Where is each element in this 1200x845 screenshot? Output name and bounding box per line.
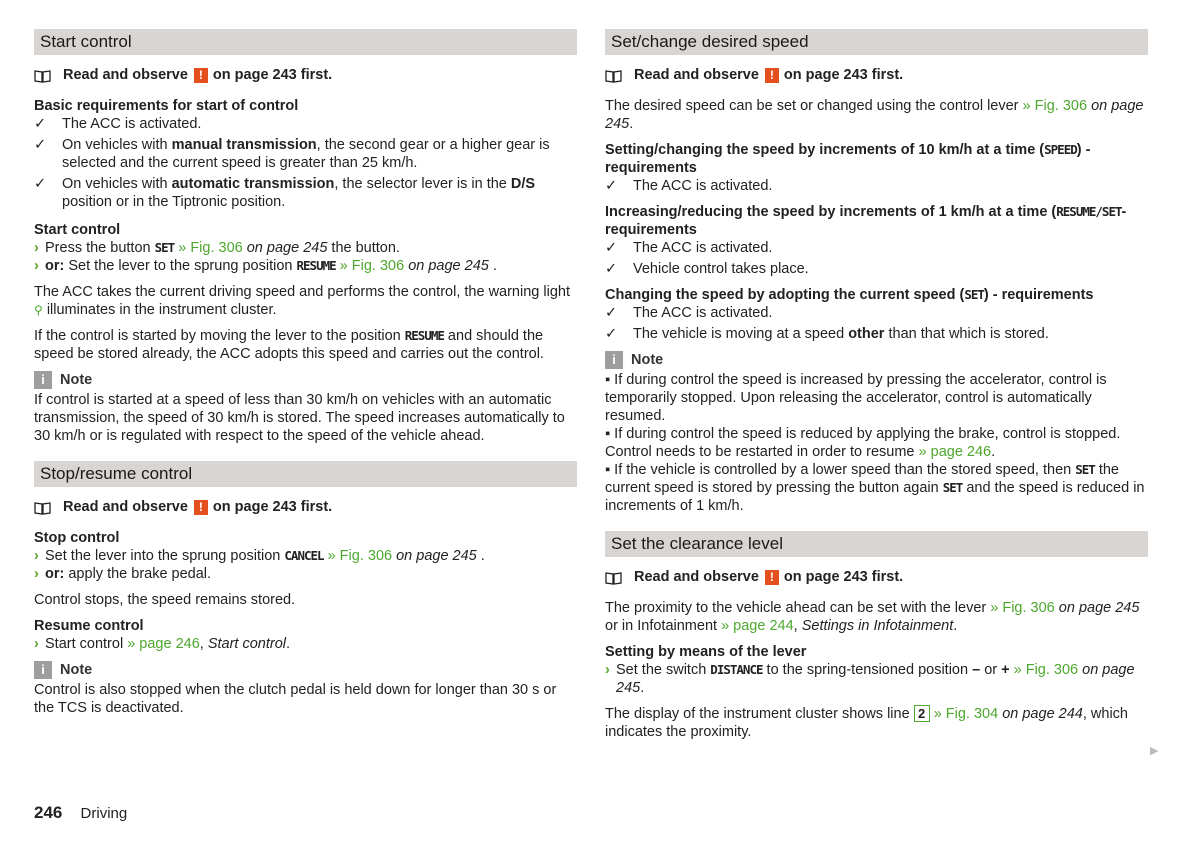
text-part: If the control is started by moving the lever to the position (34, 328, 405, 344)
text-part: Start control (45, 636, 128, 652)
checkmark-icon: ✓ (605, 305, 618, 321)
read-observe-text: Read and observe (63, 499, 188, 515)
continue-arrow-icon: ▶ (1150, 745, 1159, 757)
paragraph (34, 283, 577, 319)
instruction-step (34, 635, 577, 653)
section-ref: Start control (207, 636, 287, 652)
checkmark-icon: ✓ (34, 137, 47, 153)
requirement-item (605, 177, 1148, 195)
read-observe-line (605, 567, 1148, 587)
checkmark-icon: ✓ (605, 240, 618, 256)
text-part: . (286, 636, 291, 652)
page-footer (34, 804, 127, 823)
note-heading (34, 371, 577, 389)
text-part: Setting/changing the speed by increments of 10 km/h at a time ( (605, 142, 1045, 158)
info-icon: i (605, 351, 623, 369)
text-part: The proximity to the vehicle ahead can be set with the lever (605, 600, 991, 616)
button-label-distance: DISTANCE (710, 662, 763, 677)
right-column (605, 29, 1148, 749)
book-icon (34, 501, 50, 514)
text-emphasis: other (848, 326, 885, 342)
start-control-heading: Start control (34, 222, 121, 238)
note-label: Note (60, 662, 93, 678)
info-icon: i (34, 371, 52, 389)
requirement-text (633, 325, 1049, 343)
text-part: and the speed is reduced in increments of 1 km/h. (605, 480, 1145, 514)
section-title-set-change-speed: Set/change desired speed (605, 29, 1148, 55)
note-text: Control is also stopped when the clutch pedal is held down for longer than 30 s or the TCS is deactivated. (34, 682, 557, 716)
read-observe-page: on page 243 first. (783, 569, 904, 585)
step-text (616, 661, 1148, 697)
read-observe-page: on page 243 first. (783, 67, 904, 83)
text-part: . (991, 444, 996, 460)
note-text: If control is started at a speed of less than 30 km/h on vehicles with an automatic transmission, the speed of 30 km/h is stored. The speed increases automatically to 30 km/h or is regulated with respect to the speed of the vehicle ahead. (34, 392, 565, 444)
text-part: The vehicle is moving at a speed (633, 326, 849, 342)
basic-requirements-heading: Basic requirements for start of control (34, 98, 299, 114)
page-ref: on page 245 (242, 240, 328, 256)
page-ref: on page 245 (616, 662, 1135, 696)
instruction-step (34, 239, 577, 257)
button-label-resume: RESUME (404, 328, 444, 343)
step-arrow-icon: › (34, 240, 39, 256)
requirement-text: The ACC is activated. (633, 240, 773, 256)
stop-control-heading: Stop control (34, 530, 120, 546)
figure-link[interactable]: » Fig. 306 (323, 548, 393, 564)
page-link[interactable]: » page 246 (127, 636, 200, 652)
book-icon (34, 69, 50, 82)
button-label-resume-set: RESUME/SET (1056, 204, 1122, 219)
figure-link[interactable]: » Fig. 304 (929, 706, 999, 722)
paragraph (34, 327, 577, 363)
requirement-item (605, 325, 1148, 343)
note-label: Note (60, 372, 93, 388)
book-icon (605, 69, 621, 82)
requirements-heading (605, 286, 1148, 304)
text-part: ▪ If during control the speed is reduced by applying the brake, control is stopped. Control needs to be restarted in order to resume (605, 426, 1121, 460)
button-label-set: SET (942, 480, 963, 495)
requirement-text: The ACC is activated. (62, 116, 202, 132)
note-text (605, 425, 1148, 461)
instruction-step (605, 661, 1148, 697)
cruise-control-light-icon: ⚲ (34, 303, 43, 317)
text-part: . (953, 618, 958, 634)
text-part: Set the switch (616, 662, 711, 678)
warning-icon: ! (194, 68, 208, 83)
text-part: illuminates in the instrument cluster. (42, 302, 277, 318)
read-observe-page: on page 243 first. (212, 67, 333, 83)
step-text (45, 635, 290, 653)
text-part: . (488, 258, 497, 274)
button-label-set: SET (1075, 462, 1095, 477)
warning-icon: ! (194, 500, 208, 515)
text-part: ) - requirements (605, 142, 1091, 176)
note-label: Note (631, 352, 664, 368)
display-line-number: 2 (914, 705, 930, 722)
text-part: apply the brake pedal. (64, 566, 212, 582)
section-title-start-control: Start control (34, 29, 577, 55)
or-label: or: (45, 258, 65, 274)
figure-link[interactable]: » Fig. 306 (990, 600, 1055, 616)
text-part: or in Infotainment (605, 618, 722, 634)
requirement-text: The ACC is activated. (633, 305, 773, 321)
requirement-text (62, 175, 577, 211)
requirement-text: Vehicle control takes place. (633, 261, 809, 277)
requirement-text (62, 136, 577, 172)
text-part: the current speed is stored by pressing the button again (605, 462, 1119, 496)
text-part: The display of the instrument cluster shows line (605, 706, 914, 722)
section-ref: Settings in Infotainment (801, 618, 954, 634)
text-part: to the spring-tensioned position (762, 662, 973, 678)
paragraph (605, 705, 1148, 741)
instruction-step (34, 257, 577, 275)
note-text (605, 461, 1148, 515)
page-ref: on page 245 (392, 548, 477, 564)
note-heading (605, 351, 1148, 369)
text-part: . (476, 548, 485, 564)
checkmark-icon: ✓ (34, 116, 47, 132)
step-arrow-icon: › (34, 258, 39, 274)
text-part: ) - requirements (983, 287, 1094, 303)
button-label-speed: SPEED (1044, 142, 1077, 157)
requirement-item (34, 115, 577, 133)
figure-link[interactable]: » Fig. 306 (1022, 98, 1088, 114)
warning-icon: ! (765, 68, 779, 83)
text-part: The desired speed can be set or changed using the control lever (605, 98, 1023, 114)
page-number: 246 (34, 803, 63, 822)
text-part: position or in the Tiptronic position. (62, 194, 286, 210)
requirement-item (605, 239, 1148, 257)
step-arrow-icon: › (605, 662, 610, 678)
text-part: Increasing/reducing the speed by increments of 1 km/h at a time ( (605, 204, 1057, 220)
text-part: than that which is stored. (884, 326, 1049, 342)
read-observe-text: Read and observe (634, 569, 759, 585)
step-text (45, 239, 400, 257)
text-emphasis: D/S (510, 176, 536, 192)
text-part: ▪ If the vehicle is controlled by a lower speed than the stored speed, then (605, 462, 1076, 478)
read-observe-line (605, 65, 1148, 85)
text-emphasis: manual transmission (171, 137, 317, 153)
text-part: On vehicles with (62, 176, 172, 192)
step-text (45, 547, 485, 565)
figure-link[interactable]: » Fig. 306 (1009, 662, 1079, 678)
paragraph (605, 599, 1148, 635)
step-arrow-icon: › (34, 548, 39, 564)
text-part: , which indicates the proximity. (605, 706, 1128, 740)
text-emphasis: automatic transmission (171, 176, 335, 192)
left-column (34, 29, 577, 725)
page-ref: on page 245 (605, 98, 1144, 132)
requirement-item (605, 304, 1148, 322)
checkmark-icon: ✓ (605, 178, 618, 194)
text-part: Press the button (45, 240, 155, 256)
requirements-heading (605, 203, 1148, 239)
note-heading (34, 661, 577, 679)
figure-link[interactable]: » Fig. 306 (335, 258, 405, 274)
figure-link[interactable]: » Fig. 306 (174, 240, 243, 256)
read-observe-line (34, 497, 577, 517)
lever-heading: Setting by means of the lever (605, 644, 807, 660)
text-part: On vehicles with (62, 137, 172, 153)
text-part: , (199, 636, 208, 652)
plus-symbol: + (1001, 662, 1010, 678)
section-title-stop-resume: Stop/resume control (34, 461, 577, 487)
step-text (45, 257, 497, 275)
button-label-set: SET (154, 240, 175, 255)
text-part: , the second gear or a higher gear is selected and the current speed is greater than 25 km/h. (62, 137, 550, 171)
text-part: or (980, 662, 1002, 678)
book-icon (605, 571, 621, 584)
instruction-step (34, 547, 577, 565)
requirement-item (34, 136, 577, 172)
footer-section: Driving (80, 805, 128, 822)
requirement-item (34, 175, 577, 211)
text-part: and should the speed be stored already, the ACC adopts this speed and carries out the control. (34, 328, 544, 362)
read-observe-page: on page 243 first. (212, 499, 333, 515)
step-arrow-icon: › (34, 566, 39, 582)
read-observe-line (34, 65, 577, 85)
text-part: The ACC takes the current driving speed and performs the control, the warning light (34, 284, 570, 300)
text-part: - requirements (605, 204, 1127, 238)
resume-control-heading: Resume control (34, 618, 144, 634)
requirements-heading (605, 141, 1148, 177)
page-link[interactable]: » page 246 (918, 444, 992, 460)
text-part: Changing the speed by adopting the current speed ( (605, 287, 965, 303)
checkmark-icon: ✓ (34, 176, 47, 192)
page-ref: on page 245 (1054, 600, 1140, 616)
read-observe-text: Read and observe (634, 67, 759, 83)
read-observe-text: Read and observe (63, 67, 188, 83)
page-link[interactable]: » page 244 (721, 618, 794, 634)
section-title-clearance: Set the clearance level (605, 531, 1148, 557)
paragraph (605, 97, 1148, 133)
button-label-set: SET (964, 287, 984, 302)
requirement-item (605, 260, 1148, 278)
paragraph: Control stops, the speed remains stored. (34, 592, 296, 608)
text-part: , (793, 618, 802, 634)
button-label-resume: RESUME (296, 258, 336, 273)
text-part: . (629, 116, 634, 132)
or-label: or: (45, 566, 65, 582)
text-part: the button. (327, 240, 400, 256)
text-part: Set the lever to the sprung position (64, 258, 297, 274)
text-part: . (640, 680, 645, 696)
step-arrow-icon: › (34, 636, 39, 652)
checkmark-icon: ✓ (605, 261, 618, 277)
button-label-cancel: CANCEL (284, 548, 324, 563)
text-part: , the selector lever is in the (334, 176, 511, 192)
warning-icon: ! (765, 570, 779, 585)
instruction-step (34, 565, 577, 583)
minus-symbol: – (972, 662, 981, 678)
page-ref: on page 245 (404, 258, 489, 274)
info-icon: i (34, 661, 52, 679)
text-part: Set the lever into the sprung position (45, 548, 285, 564)
note-text: ▪ If during control the speed is increased by pressing the accelerator, control is temporarily stopped. Upon releasing the accelerator, control is automatically resumed. (605, 372, 1107, 424)
step-text (45, 565, 211, 583)
checkmark-icon: ✓ (605, 326, 618, 342)
requirement-text: The ACC is activated. (633, 178, 773, 194)
page-ref: on page 244 (998, 706, 1083, 722)
